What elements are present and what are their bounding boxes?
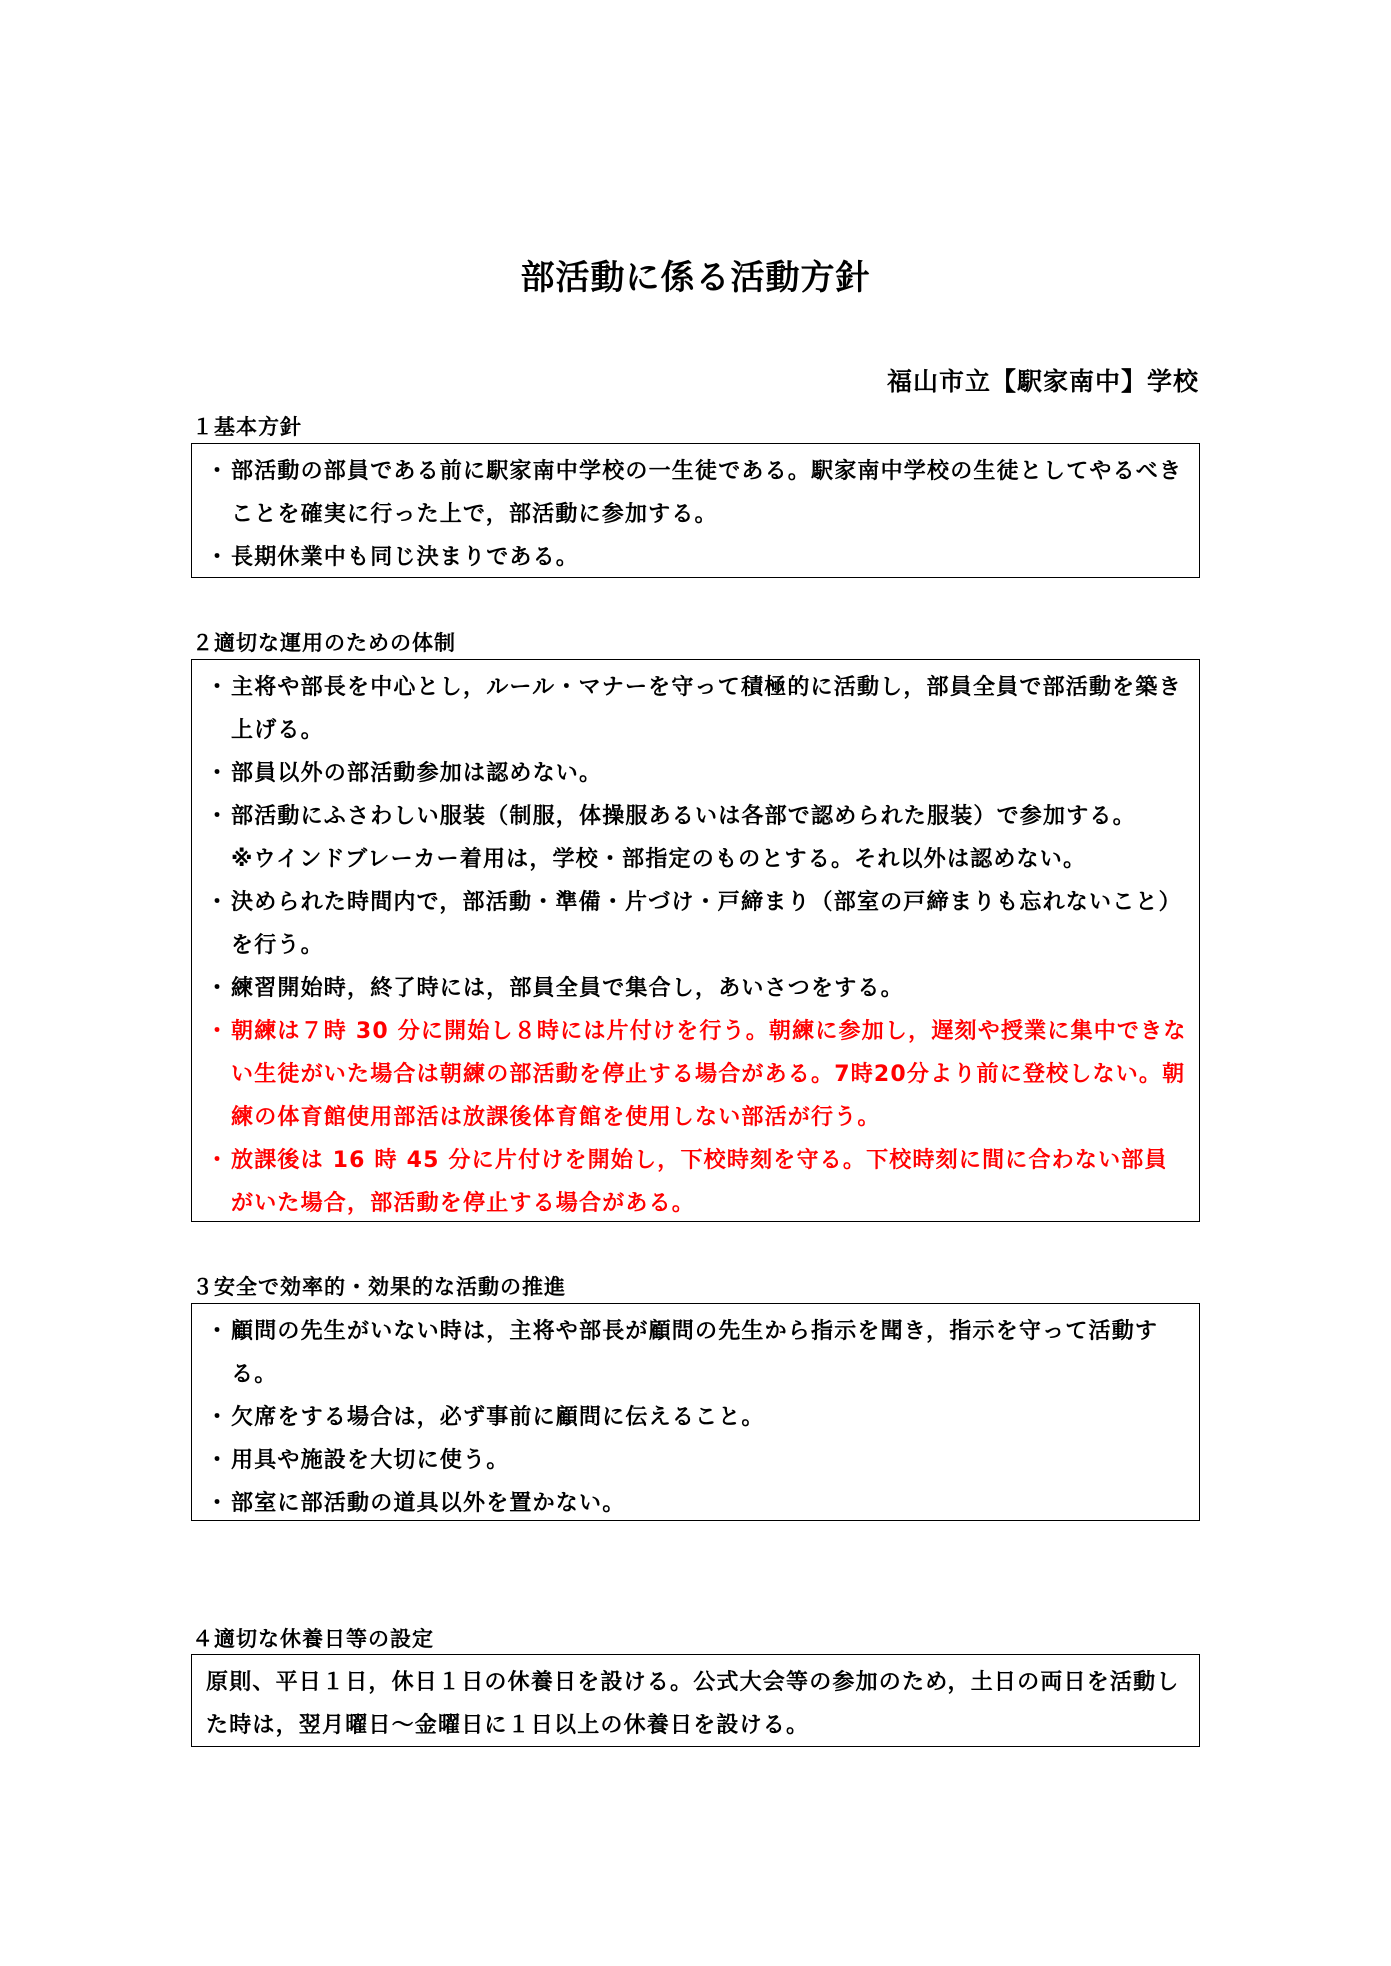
- section-3-item: ・ 欠席をする場合は，必ず事前に顧問に伝えること。: [206, 1396, 1187, 1439]
- section-3-item: ・ 顧問の先生がいない時は，主将や部長が顧問の先生から指示を聞き，指示を守って活動する。: [206, 1310, 1187, 1396]
- bullet: ・: [206, 1405, 230, 1430]
- section-1-item: ・ 長期休業中も同じ決まりである。: [206, 536, 1187, 579]
- bullet: ・: [206, 675, 230, 700]
- bullet: ・: [206, 890, 230, 915]
- bullet: ・: [206, 976, 230, 1001]
- section-1-item: ・ 部活動の部員である前に駅家南中学校の一生徒である。駅家南中学校の生徒としてやるべきことを確実に行った上で，部活動に参加する。: [206, 450, 1187, 536]
- bullet: ・: [206, 761, 230, 786]
- section-2-note: ※ウインドブレーカー着用は，学校・部指定のものとする。それ以外は認めない。: [231, 847, 1087, 872]
- school-name: 福山市立【駅家南中】学校: [886, 367, 1199, 396]
- bullet: ・: [206, 1491, 230, 1516]
- section-2-item: ・ 主将や部長を中心とし，ルール・マナーを守って積極的に活動し，部員全員で部活動を築き上げる。: [206, 666, 1187, 752]
- section-2-item-red: ・ 放課後は 16 時 45 分に片付けを開始し，下校時刻を守る。下校時刻に間に合わない部員がいた場合，部活動を停止する場合がある。: [206, 1139, 1187, 1225]
- section-4-box: [191, 1654, 1200, 1747]
- section-4-heading: ４適切な休養日等の設定: [192, 1627, 434, 1651]
- section-3-heading: ３安全で効率的・効果的な活動の推進: [192, 1275, 566, 1299]
- section-4-item: 原則、平日１日，休日１日の休養日を設ける。公式大会等の参加のため，土日の両日を活動した時は，翌月曜日～金曜日に１日以上の休養日を設ける。: [206, 1670, 1180, 1738]
- section-3-item: ・ 部室に部活動の道具以外を置かない。: [206, 1482, 1187, 1525]
- bullet: ・: [206, 545, 230, 570]
- bullet: ・: [206, 1148, 230, 1173]
- section-2-item: ・ 練習開始時，終了時には，部員全員で集合し，あいさつをする。: [206, 967, 1187, 1010]
- bullet: ・: [206, 1019, 230, 1044]
- bullet: ・: [206, 459, 230, 484]
- section-3-item: ・ 用具や施設を大切に使う。: [206, 1439, 1187, 1482]
- section-2-item: ・ 部員以外の部活動参加は認めない。: [206, 752, 1187, 795]
- bullet: ・: [206, 804, 230, 829]
- section-1-heading: １基本方針: [192, 415, 302, 439]
- section-1-box: [191, 443, 1200, 578]
- section-2-item: ・ 決められた時間内で，部活動・準備・片づけ・戸締まり（部室の戸締まりも忘れないこと）を行う。: [206, 881, 1187, 967]
- bullet: ・: [206, 1448, 230, 1473]
- section-2-item: ・ 部活動にふさわしい服装（制服，体操服あるいは各部で認められた服装）で参加する。 ※ウインドブレーカー着用は，学校・部指定のものとする。それ以外は認めない。: [206, 795, 1187, 881]
- bullet: ・: [206, 1319, 230, 1344]
- section-2-box: [191, 659, 1200, 1222]
- section-2-item-red: ・ 朝練は７時 30 分に開始し８時には片付けを行う。朝練に参加し，遅刻や授業に集中できない生徒がいた場合は朝練の部活動を停止する場合がある。7時20分より前に登校しない。朝練の体育館使用部活は放課後体育館を使用しない部活が行う。: [206, 1010, 1187, 1139]
- section-3-box: [191, 1303, 1200, 1521]
- section-2-heading: ２適切な運用のための体制: [192, 631, 456, 655]
- document-title: 部活動に係る活動方針: [520, 258, 871, 298]
